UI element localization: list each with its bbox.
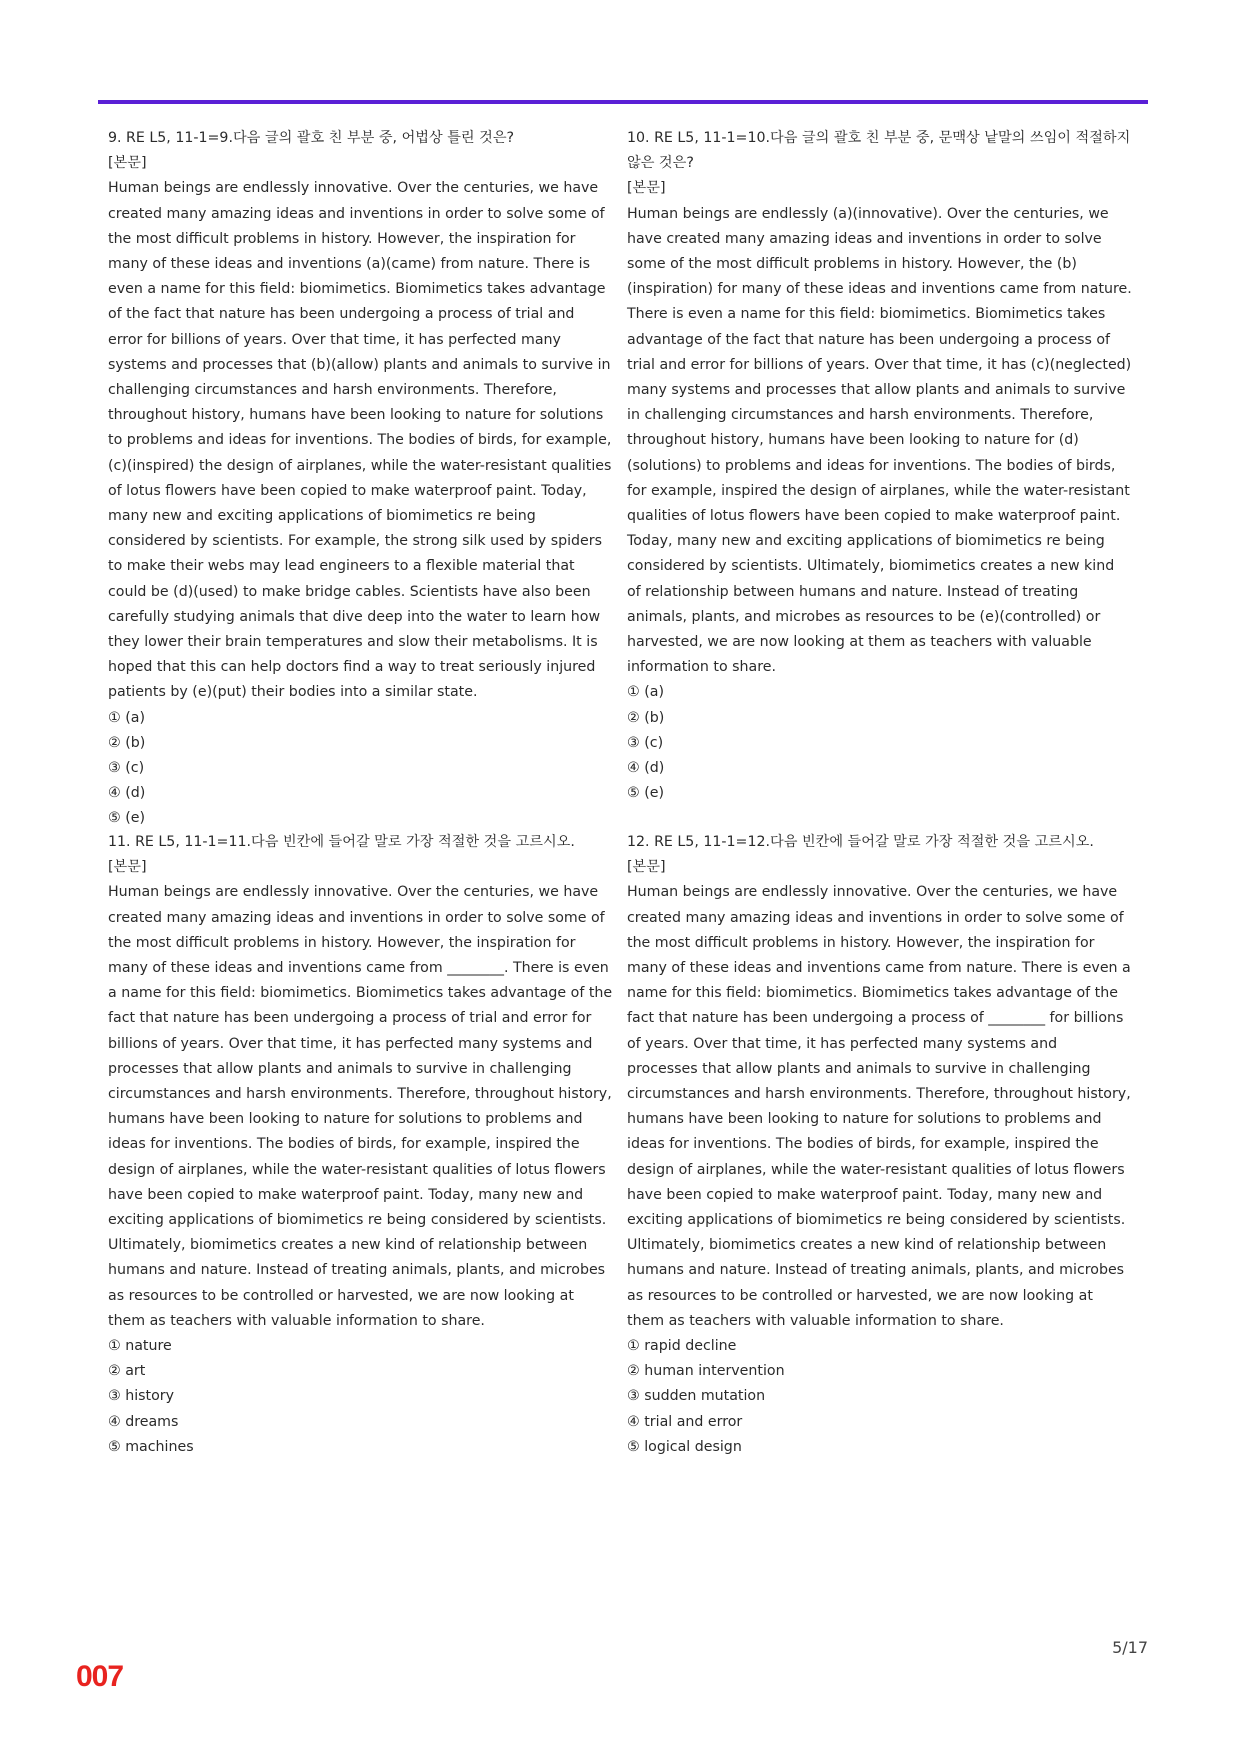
source-label: [본문]: [627, 859, 666, 876]
option-1[interactable]: ① (a): [108, 709, 145, 726]
source-label: [본문]: [627, 180, 666, 197]
option-4[interactable]: ④ (d): [627, 760, 665, 777]
question-10: [627, 126, 1132, 806]
answer-options: [627, 1334, 1132, 1460]
brand-logo: 007: [76, 1660, 124, 1693]
option-1[interactable]: ① rapid decline: [627, 1338, 737, 1355]
option-5[interactable]: ⑤ (e): [108, 810, 146, 827]
option-2[interactable]: ② human intervention: [627, 1363, 785, 1380]
option-3[interactable]: ③ sudden mutation: [627, 1388, 766, 1405]
source-label: [본문]: [108, 155, 147, 172]
option-2[interactable]: ② art: [108, 1363, 146, 1380]
option-1[interactable]: ① (a): [627, 684, 664, 701]
answer-options: [108, 1334, 613, 1460]
question-title: 12. RE L5, 11-1=12.다음 빈칸에 들어갈 말로 가장 적절한 것을 고르시오.: [627, 834, 1094, 850]
option-3[interactable]: ③ history: [108, 1388, 175, 1405]
option-5[interactable]: ⑤ logical design: [627, 1438, 742, 1455]
answer-options: [627, 680, 1132, 806]
option-3[interactable]: ③ (c): [108, 760, 145, 777]
answer-options: [108, 706, 613, 832]
option-1[interactable]: ① nature: [108, 1338, 172, 1355]
question-11: [108, 830, 613, 1460]
question-title: 10. RE L5, 11-1=10.다음 글의 괄호 친 부분 중, 문맥상 낱말의 쓰임이 적절하지 않은 것은?: [627, 130, 1131, 172]
passage-text: Human beings are endlessly innovative. Over the centuries, we have created many amazing ideas and inventions in order to solve some of the most difficult problems in history. However, the inspiration for many of these ideas and inventions came from nature. There is even a name for this field: biomimetics. Biomimetics takes advantage of the fact that nature has been undergoing a process of ________ for billions of years. Over that time, it has perfected many systems and processes that allow plants and animals to survive in challenging circumstances and harsh environments. Therefore, throughout history, humans have been looking to nature for solutions to problems and ideas for inventions. The bodies of birds, for example, inspired the design of airplanes, while the water-resistant qualities of lotus flowers have been copied to make waterproof paint. Today, many new and exciting applications of biomimetics re being considered by scientists. Ultimately, biomimetics creates a new kind of relationship between humans and nature. Instead of treating animals, plants, and microbes as resources to be controlled or harvested, we are now looking at them as teachers with valuable information to share.: [627, 884, 1131, 1329]
option-4[interactable]: ④ dreams: [108, 1413, 179, 1430]
question-9: [108, 126, 613, 832]
question-12: [627, 830, 1132, 1460]
option-5[interactable]: ⑤ (e): [627, 785, 665, 802]
source-label: [본문]: [108, 859, 147, 876]
option-5[interactable]: ⑤ machines: [108, 1438, 194, 1455]
question-title: 9. RE L5, 11-1=9.다음 글의 괄호 친 부분 중, 어법상 틀린 것은?: [108, 130, 515, 146]
passage-text: Human beings are endlessly innovative. Over the centuries, we have created many amazing ideas and inventions in order to solve some of the most difficult problems in history. However, the inspiration for many of these ideas and inventions came from ________. There is even a name for this field: biomimetics. Biomimetics takes advantage of the fact that nature has been undergoing a process of trial and error for billions of years. Over that time, it has perfected many systems and processes that allow plants and animals to survive in challenging circumstances and harsh environments. Therefore, throughout history, humans have been looking to nature for solutions to problems and ideas for inventions. The bodies of birds, for example, inspired the design of airplanes, while the water-resistant qualities of lotus flowers have been copied to make waterproof paint. Today, many new and exciting applications of biomimetics re being considered by scientists. Ultimately, biomimetics creates a new kind of relationship between humans and nature. Instead of treating animals, plants, and microbes as resources to be controlled or harvested, we are now looking at them as teachers with valuable information to share.: [108, 884, 613, 1329]
option-3[interactable]: ③ (c): [627, 734, 664, 751]
passage-text: Human beings are endlessly (a)(innovative). Over the centuries, we have created many amazing ideas and inventions in order to solve some of the most difficult problems in history. However, the (b)(inspiration) for many of these ideas and inventions came from nature. There is even a name for this field: biomimetics. Biomimetics takes advantage of the fact that nature has been undergoing a process of trial and error for billions of years. Over that time, it has (c)(neglected) many systems and processes that allow plants and animals to survive in challenging circumstances and harsh environments. Therefore, throughout history, humans have been looking to nature for (d)(solutions) to problems and ideas for inventions. The bodies of birds, for example, inspired the design of airplanes, while the water-resistant qualities of lotus flowers have been copied to make waterproof paint. Today, many new and exciting applications of biomimetics re being considered by scientists. Ultimately, biomimetics creates a new kind of relationship between humans and nature. Instead of treating animals, plants, and microbes as resources to be (e)(controlled) or harvested, we are now looking at them as teachers with valuable information to share.: [627, 205, 1132, 676]
option-2[interactable]: ② (b): [108, 734, 146, 751]
header-rule: [98, 100, 1148, 104]
option-2[interactable]: ② (b): [627, 709, 665, 726]
page-number: 5/17: [1112, 1638, 1148, 1657]
option-4[interactable]: ④ trial and error: [627, 1413, 743, 1430]
question-title: 11. RE L5, 11-1=11.다음 빈칸에 들어갈 말로 가장 적절한 것을 고르시오.: [108, 834, 575, 850]
option-4[interactable]: ④ (d): [108, 785, 146, 802]
passage-text: Human beings are endlessly innovative. Over the centuries, we have created many amazing ideas and inventions in order to solve some of the most difficult problems in history. However, the inspiration for many of these ideas and inventions (a)(came) from nature. There is even a name for this field: biomimetics. Biomimetics takes advantage of the fact that nature has been undergoing a process of trial and error for billions of years. Over that time, it has perfected many systems and processes that (b)(allow) plants and animals to survive in challenging circumstances and harsh environments. Therefore, throughout history, humans have been looking to nature for solutions to problems and ideas for inventions. The bodies of birds, for example, (c)(inspired) the design of airplanes, while the water-resistant qualities of lotus flowers have been copied to make waterproof paint. Today, many new and exciting applications of biomimetics re being considered by scientists. For example, the strong silk used by spiders to make their webs may lead engineers to a flexible material that could be (d)(used) to make bridge cables. Scientists have also been carefully studying animals that dive deep into the water to learn how they lower their brain temperatures and slow their metabolisms. It is hoped that this can help doctors find a way to treat seriously injured patients by (e)(put) their bodies into a similar state.: [108, 180, 612, 701]
